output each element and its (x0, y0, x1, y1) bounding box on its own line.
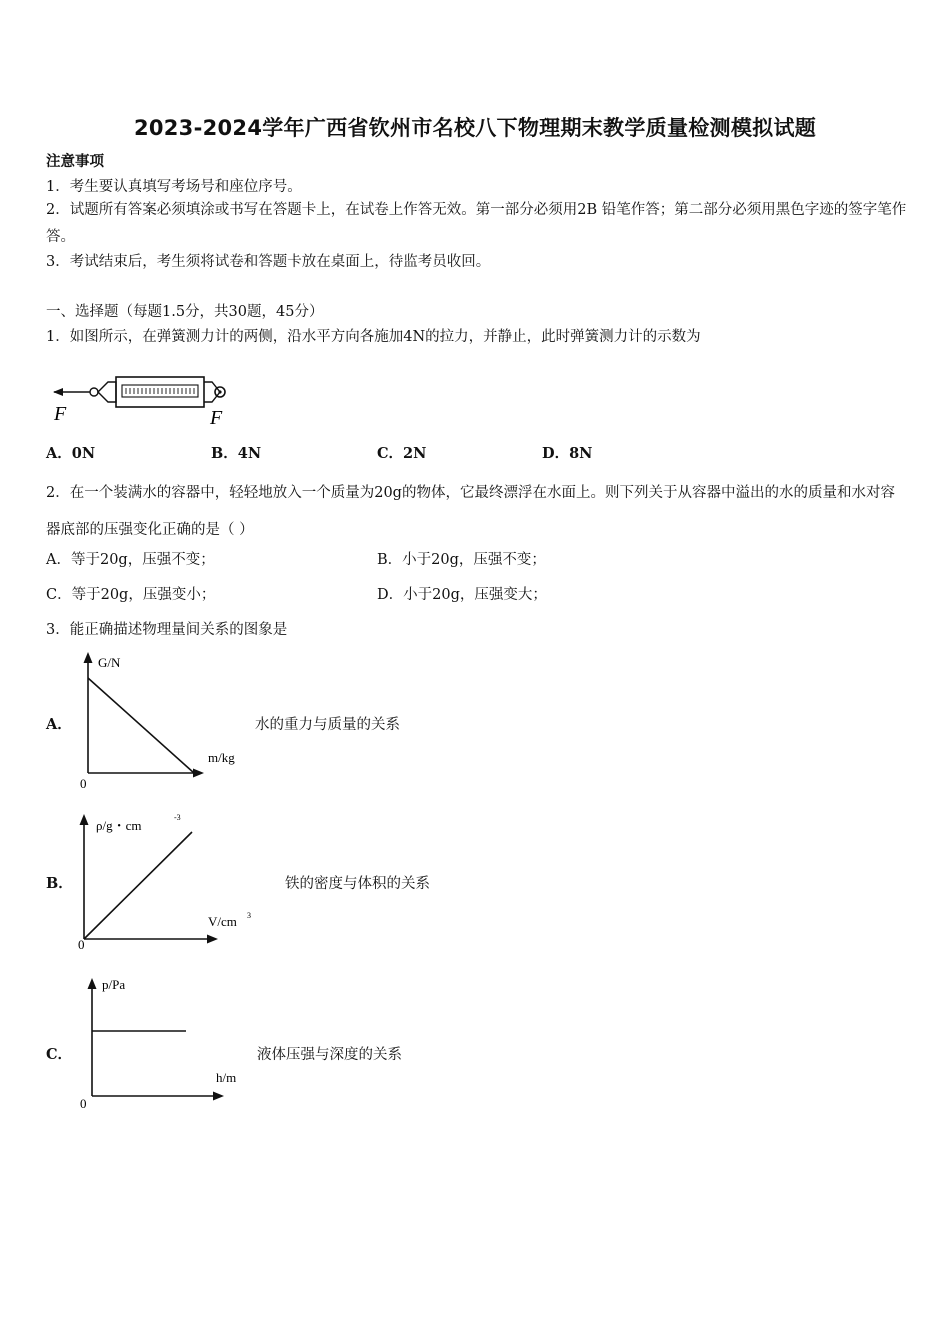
q3-option-b-desc: 铁的密度与体积的关系 (285, 876, 430, 892)
notice-item-1: 1．考生要认真填写考场号和座位序号。 (46, 179, 302, 195)
q3-option-b-letter: B． (46, 875, 73, 892)
graph-b-x-label: V/cm (208, 914, 237, 929)
graph-b-y-label-sup: -3 (174, 813, 181, 822)
q2-option-b: B．小于20g，压强不变； (377, 552, 546, 568)
q1-option-b: B．4N (211, 445, 262, 462)
notice-heading: 注意事项 (46, 153, 104, 170)
graph-a-origin: 0 (80, 776, 87, 791)
q3-option-a-desc: 水的重力与质量的关系 (255, 717, 400, 733)
q2-stem: 2．在一个装满水的容器中，轻轻地放入一个质量为20g的物体，它最终漂浮在水面上。则下列关于从容器中溢出的水的质量和水对容器底部的压强变化正确的是（ ） (46, 485, 895, 538)
notice-item-2: 2．试题所有答案必须填涂或书写在答题卡上，在试卷上作答无效。第一部分必须用2B 铅笔作答；第二部分必须用黑色字迹的签字笔作答。 (46, 202, 907, 245)
q3-stem: 3．能正确描述物理量间关系的图象是 (46, 622, 288, 638)
graph-a-x-label: m/kg (208, 750, 235, 765)
section-heading: 一、选择题（每题1.5分，共30题，45分） (46, 304, 324, 320)
q3-graph-a (70, 648, 260, 794)
q2-option-c: C．等于20g，压强变小； (46, 587, 216, 603)
notice-item-3: 3．考试结束后，考生须将试卷和答题卡放在桌面上，待监考员收回。 (46, 254, 491, 270)
q3-graph-b (70, 808, 270, 954)
q2-option-a: A．等于20g，压强不变； (46, 552, 215, 568)
q2-option-d: D．小于20g，压强变大； (377, 587, 547, 603)
q3-option-c-desc: 液体压强与深度的关系 (257, 1047, 402, 1063)
graph-b-x-label-sup: 3 (247, 911, 251, 920)
q1-stem: 1．如图所示，在弹簧测力计的两侧，沿水平方向各施加4N的拉力，并静止，此时弹簧测力计的示数为 (46, 329, 701, 345)
q3-option-a-letter: A． (46, 716, 72, 733)
graph-c-y-label: p/Pa (102, 977, 126, 992)
graph-c-x-label: h/m (216, 1070, 237, 1085)
page-title: 2023-2024学年广西省钦州市名校八下物理期末教学质量检测模拟试题 (133, 116, 817, 140)
q1-option-a: A．0N (46, 445, 96, 462)
graph-b-origin: 0 (78, 937, 85, 952)
graph-c-origin: 0 (80, 1096, 87, 1111)
spring-scale-figure (50, 372, 240, 428)
q3-graph-c (70, 972, 260, 1118)
right-force-label: F (210, 407, 223, 428)
q1-option-d: D．8N (542, 445, 593, 462)
q3-option-c-letter: C． (46, 1046, 73, 1063)
graph-a-y-label: G/N (98, 655, 121, 670)
graph-b-y-label: ρ/g・cm (96, 818, 142, 833)
q1-option-c: C．2N (377, 445, 427, 462)
left-force-label: F (54, 403, 67, 425)
